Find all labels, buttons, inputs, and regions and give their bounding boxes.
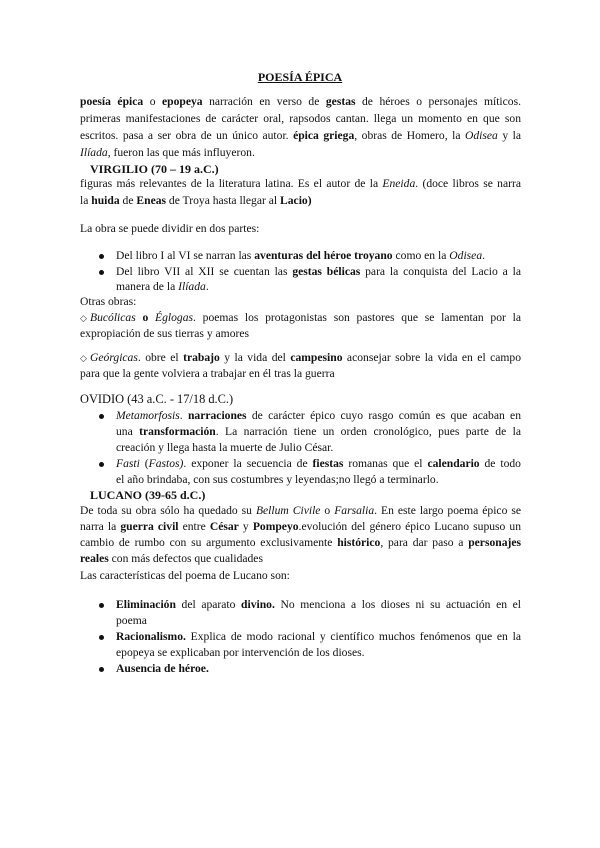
bucolicas-line-2: expropiación de sus tierras y amores	[80, 327, 250, 340]
virgilio-bullet-2-line-2: manera de la Ilíada.	[116, 280, 209, 293]
bucolicas-line-1: Bucólicas o Églogas. poemas los protagonistas son pastores que se lamentan por la	[90, 311, 521, 324]
intro-line-1: poesía épica o epopeya narración en verso de gestas de héroes o personajes míticos.	[80, 95, 521, 108]
term-epopeya: epopeya	[162, 95, 203, 108]
metamorfosis-line-1: Metamorfosis. narraciones de carácter épico cuyo rasgo común es que acaban en	[116, 409, 521, 422]
fasti-line-1: Fasti (Fastos). exponer la secuencia de fiestas romanas que el calendario de todo	[116, 457, 521, 470]
georgicas-line-1: Geórgicas. obre el trabajo y la vida del campesino aconsejar sobre la vida en el campo	[90, 351, 522, 364]
heading-ovidio: OVIDIO (43 a.C. - 17/18 d.C.)	[80, 392, 234, 406]
caracteristica-2-line-2: epopeya se explicaban por intervención de los dioses.	[116, 646, 365, 659]
virgilio-divide-text: La obra se puede dividir en dos partes:	[80, 222, 260, 235]
caracteristica-2-line-1: Racionalismo. Explica de modo racional y científico muchos fenómenos que en la	[116, 630, 521, 643]
page-title: POESÍA ÉPICA	[257, 70, 343, 84]
bullet-icon	[99, 414, 104, 419]
lucano-line-2: narra la guerra civil entre César y Pompeyo.evolución del género épico Lucano supuso un	[80, 520, 522, 533]
term-gestas: gestas	[325, 95, 356, 108]
virgilio-bullet-1: Del libro I al VI se narran las aventuras del héroe troyano como en la Odisea.	[116, 249, 486, 262]
lucano-caracteristicas-intro: Las características del poema de Lucano son:	[80, 569, 290, 582]
caracteristica-1-line-2: poema	[116, 614, 147, 627]
term-poesia-epica: poesía épica	[80, 95, 144, 108]
heading-lucano: LUCANO (39-65 d.C.)	[90, 488, 206, 502]
metamorfosis-line-3: creación y llega hasta la muerte de Julio César.	[116, 441, 334, 454]
intro-line-2: primeras manifestaciones de carácter oral, rapsodos cantan. llega un momento en que son	[80, 112, 521, 125]
lucano-line-3: cambio de rumbo con su argumento exclusivamente histórico, para dar paso a personajes	[80, 536, 522, 549]
otras-obras-label: Otras obras:	[80, 295, 137, 308]
lucano-line-4: reales con más defectos que cualidades	[80, 552, 263, 565]
virgilio-line-1: figuras más relevantes de la literatura latina. Es el autor de la Eneida. (doce libros se narra	[80, 177, 521, 190]
diamond-icon: ◇	[80, 353, 87, 363]
bullet-icon	[99, 270, 104, 275]
bullet-icon	[99, 603, 104, 608]
virgilio-line-2: la huida de Eneas de Troya hasta llegar al Lacio)	[80, 194, 312, 207]
caracteristica-3: Ausencia de héroe.	[116, 662, 209, 675]
bullet-icon	[99, 462, 104, 467]
fasti-line-2: el año brindaba, con sus costumbres y leyendas;no llegó a terminarlo.	[116, 473, 439, 486]
intro-line-3: escritos. pasa a ser obra de un único autor. épica griega, obras de Homero, la Odisea y la	[80, 129, 522, 142]
caracteristica-1-line-1: Eliminación del aparato divino. No menciona a los dioses ni su actuación en el	[116, 598, 521, 611]
virgilio-bullet-2-line-1: Del libro VII al XII se cuentan las gestas bélicas para la conquista del Lacio a la	[116, 265, 521, 278]
lucano-line-1: De toda su obra sólo ha quedado su Bellum Civile o Farsalia. En este largo poema épico se	[80, 504, 521, 517]
metamorfosis-line-2: una transformación. La narración tiene un orden cronológico, pues parte de la	[116, 425, 521, 438]
bullet-icon	[99, 635, 104, 640]
georgicas-line-2: para que la gente volviera a trabajar en él tras la guerra	[80, 367, 335, 380]
bullet-icon	[99, 254, 104, 259]
bullet-icon	[99, 667, 104, 672]
heading-virgilio: VIRGILIO (70 – 19 a.C.)	[90, 162, 219, 176]
diamond-icon: ◇	[80, 313, 87, 323]
intro-line-4: Ilíada, fueron las que más influyeron.	[80, 146, 255, 159]
